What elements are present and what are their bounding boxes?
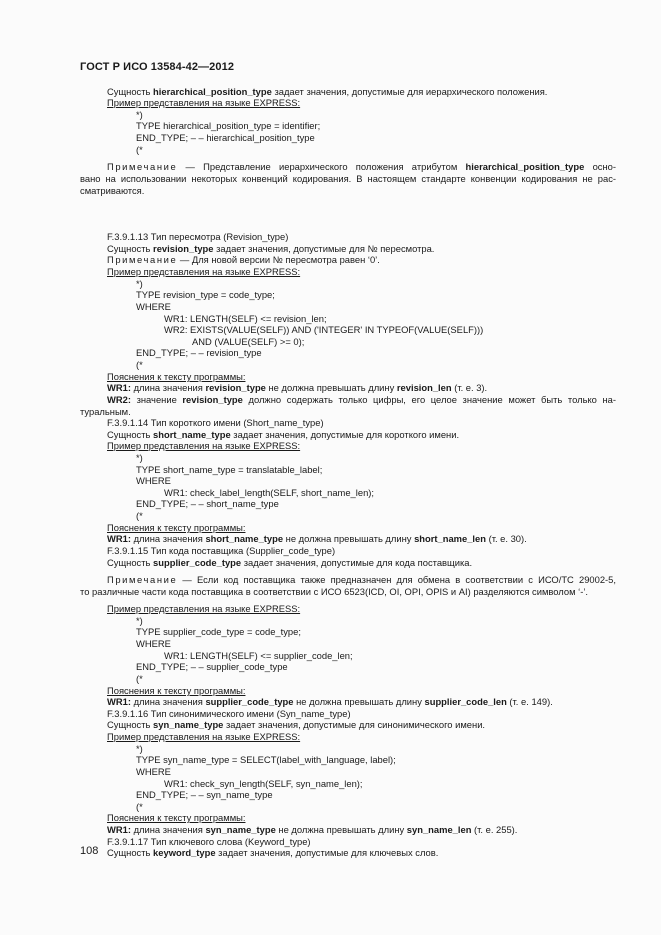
rev-note: Примечание — Для новой версии № пересмотра равен ‘0’. [107, 254, 380, 265]
kw-description: Сущность keyword_type задает значения, допустимые для ключевых слов. [107, 847, 439, 858]
syn-wr1-explanation: WR1: длина значения syn_name_type не должна превышать длину syn_name_len (т. е. 255). [107, 824, 518, 835]
syn-code-open: *) [136, 743, 143, 754]
hp-code-close: (* [136, 144, 143, 155]
rev-code-close: (* [136, 359, 143, 370]
sc-code-close: (* [136, 673, 143, 684]
sc-code-type: TYPE supplier_code_type = code_type; [136, 626, 301, 637]
rev-example-label: Пример представления на языке EXPRESS: [107, 266, 301, 277]
sn-code-open: *) [136, 452, 143, 463]
sn-code-where: WHERE [136, 475, 171, 486]
note1-line2: вано на использовании некоторых конвенций кодирования. В настоящем стандарте конвенции кодирования не рас- [80, 173, 616, 184]
sc-code-end: END_TYPE; – – supplier_code_type [136, 661, 288, 672]
syn-code-type: TYPE syn_name_type = SELECT(label_with_language, label); [136, 754, 396, 765]
page-number: 108 [80, 845, 99, 857]
rev-code-wr1: WR1: LENGTH(SELF) <= revision_len; [164, 313, 327, 324]
sc-note-line1: Примечание — Если код поставщика также предназначен для обмена в соответствии с ИСО/ТС 29002-5, [107, 574, 616, 585]
rev-explanation-label: Пояснения к тексту программы: [107, 371, 246, 382]
rev-description: Сущность revision_type задает значения, допустимые для № пересмотра. [107, 243, 435, 254]
sn-code-end: END_TYPE; – – short_name_type [136, 498, 279, 509]
sc-code-wr1: WR1: LENGTH(SELF) <= supplier_code_len; [164, 650, 353, 661]
sc-heading: F.3.9.1.15 Тип кода поставщика (Supplier_code_type) [107, 545, 336, 556]
rev-code-open: *) [136, 278, 143, 289]
syn-heading: F.3.9.1.16 Тип синонимического имени (Syn_name_type) [107, 708, 351, 719]
rev-wr2-explanation: WR2: значение revision_type должно содержать только цифры, его целое значение может быть только на- [107, 394, 616, 405]
sn-explanation-label: Пояснения к тексту программы: [107, 522, 246, 533]
syn-code-close: (* [136, 801, 143, 812]
hp-code-type: TYPE hierarchical_position_type = identifier; [136, 120, 321, 131]
sn-description: Сущность short_name_type задает значения, допустимые для короткого имени. [107, 429, 460, 440]
rev-code-wr2-cont: AND (VALUE(SELF) >= 0); [192, 336, 305, 347]
sn-code-type: TYPE short_name_type = translatable_label; [136, 464, 323, 475]
rev-wr1-explanation: WR1: длина значения revision_type не должна превышать длину revision_len (т. е. 3). [107, 382, 488, 393]
hp-code-open: *) [136, 109, 143, 120]
note1-line3: сматриваются. [80, 185, 145, 196]
hp-code-end: END_TYPE; – – hierarchical_position_type [136, 132, 315, 143]
sc-example-label: Пример представления на языке EXPRESS: [107, 603, 301, 614]
syn-code-where: WHERE [136, 766, 171, 777]
sc-description: Сущность supplier_code_type задает значения, допустимые для кода поставщика. [107, 557, 473, 568]
syn-code-end: END_TYPE; – – syn_name_type [136, 789, 273, 800]
syn-code-wr1: WR1: check_syn_length(SELF, syn_name_len); [164, 778, 363, 789]
hp-description: Сущность hierarchical_position_type задает значения, допустимые для иерархического положения. [107, 86, 548, 97]
rev-code-type: TYPE revision_type = code_type; [136, 289, 275, 300]
hp-example-label: Пример представления на языке EXPRESS: [107, 97, 301, 108]
sc-explanation-label: Пояснения к тексту программы: [107, 685, 246, 696]
kw-heading: F.3.9.1.17 Тип ключевого слова (Keyword_type) [107, 836, 311, 847]
sc-note-line2: то различные части кода поставщика в соответствии с ИСО 6523(ICD, OI, OPI, OPIS и AI) разделяются символом ‘-’. [80, 586, 589, 597]
rev-heading: F.3.9.1.13 Тип пересмотра (Revision_type) [107, 231, 289, 242]
syn-description: Сущность syn_name_type задает значения, допустимые для синонимического имени. [107, 719, 486, 730]
rev-code-wr2: WR2: EXISTS(VALUE(SELF)) AND ('INTEGER' IN TYPEOF(VALUE(SELF))) [164, 324, 484, 335]
note1-line1: Примечание — Представление иерархического положения атрибутом hierarchical_position_type осно- [107, 161, 616, 172]
sn-code-close: (* [136, 510, 143, 521]
syn-example-label: Пример представления на языке EXPRESS: [107, 731, 301, 742]
page-header: ГОСТ Р ИСО 13584-42—2012 [80, 61, 235, 73]
sn-example-label: Пример представления на языке EXPRESS: [107, 440, 301, 451]
rev-wr2-explanation-cont: туральным. [80, 406, 131, 417]
rev-code-end: END_TYPE; – – revision_type [136, 347, 262, 358]
sn-code-wr1: WR1: check_label_length(SELF, short_name_len); [164, 487, 375, 498]
sc-code-open: *) [136, 615, 143, 626]
rev-code-where: WHERE [136, 301, 171, 312]
sc-code-where: WHERE [136, 638, 171, 649]
sc-wr1-explanation: WR1: длина значения supplier_code_type не должна превышать длину supplier_code_len (т. е. 149). [107, 696, 553, 707]
sn-wr1-explanation: WR1: длина значения short_name_type не должна превышать длину short_name_len (т. е. 30). [107, 533, 527, 544]
syn-explanation-label: Пояснения к тексту программы: [107, 812, 246, 823]
sn-heading: F.3.9.1.14 Тип короткого имени (Short_name_type) [107, 417, 324, 428]
